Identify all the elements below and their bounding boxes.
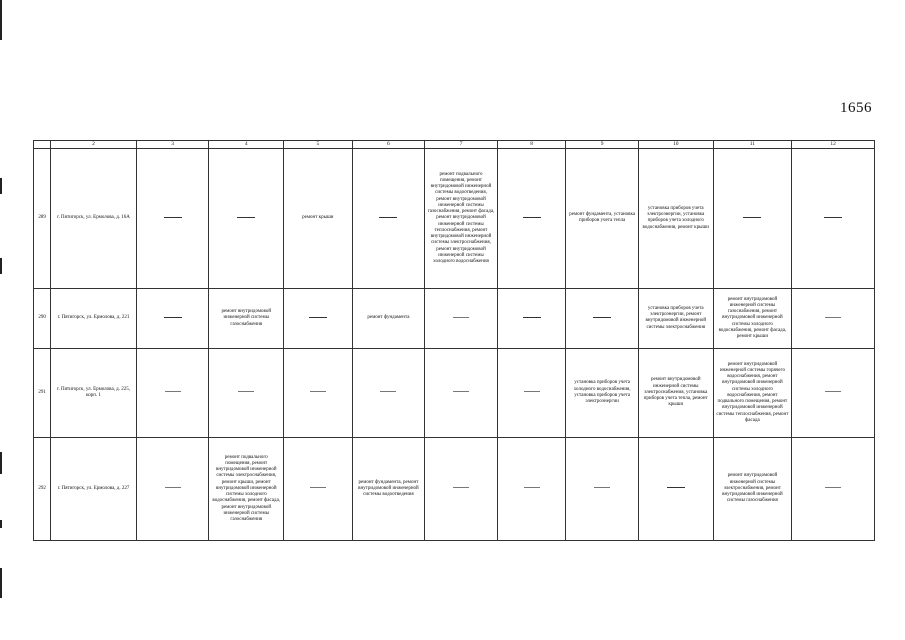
work-cell <box>352 148 425 288</box>
work-cell: ремонт подвального помещения, ремонт внутридомовой инженерной системы водоотведения, ремонт внутридомовой инженерной системы газоснабжения, ремонт фасада, ремонт внутридомовой инженерной системы теплоснабжения, ремонт внутридомовой инженерной системы электроснабжения, ремонт внутридомовой инженерной системы холодного водоснабжения <box>425 148 498 288</box>
work-cell <box>284 288 353 348</box>
work-cell <box>792 148 875 288</box>
column-header: 2 <box>51 141 137 149</box>
work-cell <box>566 288 639 348</box>
work-cell <box>136 288 209 348</box>
work-cell: ремонт внутридомовой инженерной системы горячего водоснабжения, ремонт внутридомовой инженерной системы холодного водоснабжения, ремонт подвального помещения, ремонт внутридомовой инженерной системы теплоснабжения, ремонт фасада <box>713 348 792 437</box>
work-cell <box>638 437 713 540</box>
work-cell: установка приборов учета холодного водоснабжения, установка приборов учета электроэнергии <box>566 348 639 437</box>
work-cell <box>425 348 498 437</box>
column-header: 3 <box>136 141 209 149</box>
work-cell: ремонт подвального помещения, ремонт внутридомовой инженерной системы электроснабжения, ремонт крыши, ремонт внутридомовой инженерной системы холодного водоснабжения, ремонт фасада, ремонт внутридомовой инженерной системы газоснабжения <box>209 437 284 540</box>
column-header: 4 <box>209 141 284 149</box>
work-cell <box>425 437 498 540</box>
work-cell: установка приборов учета электроэнергии, установка приборов учета холодного водоснабжения, ремонт крыши <box>638 148 713 288</box>
table-row <box>34 437 875 540</box>
row-number: 290 <box>34 288 51 348</box>
work-cell <box>136 437 209 540</box>
work-cell: ремонт внутридомовой инженерной системы электроснабжения, установка приборов учета тепла, ремонт крыши <box>638 348 713 437</box>
work-cell: ремонт внутридомовой инженерной системы газоснабжения, ремонт внутридомовой инженерной системы холодного водоснабжения, ремонт фасада, ремонт крыши <box>713 288 792 348</box>
column-header <box>34 141 51 149</box>
work-cell <box>713 148 792 288</box>
page-number: 1656 <box>840 100 872 116</box>
row-address: г. Пятигорск, ул. Ермолова, д. 16А <box>51 148 137 288</box>
work-cell <box>284 348 353 437</box>
row-address: г. Пятигорск, ул. Ермолова, д. 221 <box>51 288 137 348</box>
row-number: 292 <box>34 437 51 540</box>
repair-schedule-table <box>33 140 875 541</box>
row-address: г. Пятигорск, ул. Ермолова, д. 227 <box>51 437 137 540</box>
column-header: 9 <box>566 141 639 149</box>
work-cell <box>497 288 566 348</box>
column-header: 6 <box>352 141 425 149</box>
work-cell <box>792 288 875 348</box>
row-number: 291 <box>34 348 51 437</box>
work-cell: ремонт крыши <box>284 148 353 288</box>
work-cell <box>425 288 498 348</box>
column-header: 8 <box>497 141 566 149</box>
column-header: 12 <box>792 141 875 149</box>
work-cell: ремонт фундамента, установка приборов учета тепла <box>566 148 639 288</box>
work-cell: установка приборов учета электроэнергии, ремонт внутридомовой инженерной системы электроснабжения <box>638 288 713 348</box>
work-cell: ремонт фундамента <box>352 288 425 348</box>
work-cell: ремонт внутридомовой инженерной системы электроснабжения, ремонт внутридомовой инженерной системы газоснабжения <box>713 437 792 540</box>
work-cell <box>497 348 566 437</box>
column-header: 5 <box>284 141 353 149</box>
table-row <box>34 348 875 437</box>
work-cell <box>566 437 639 540</box>
work-cell <box>209 348 284 437</box>
work-cell <box>792 437 875 540</box>
row-number: 289 <box>34 148 51 288</box>
work-cell <box>792 348 875 437</box>
column-header: 11 <box>713 141 792 149</box>
column-number-row <box>34 141 875 149</box>
work-cell <box>497 437 566 540</box>
row-address: г. Пятигорск, ул. Ермолова, д. 225, корп. 1 <box>51 348 137 437</box>
work-cell <box>209 148 284 288</box>
column-header: 10 <box>638 141 713 149</box>
work-cell <box>284 437 353 540</box>
table-row <box>34 148 875 288</box>
work-cell <box>136 348 209 437</box>
work-cell: ремонт фундамента, ремонт внутридомовой инженерной системы водоотведения <box>352 437 425 540</box>
work-cell: ремонт внутридомовой инженерной системы газоснабжения <box>209 288 284 348</box>
table-row <box>34 288 875 348</box>
work-cell <box>497 148 566 288</box>
work-cell <box>136 148 209 288</box>
column-header: 7 <box>425 141 498 149</box>
work-cell <box>352 348 425 437</box>
